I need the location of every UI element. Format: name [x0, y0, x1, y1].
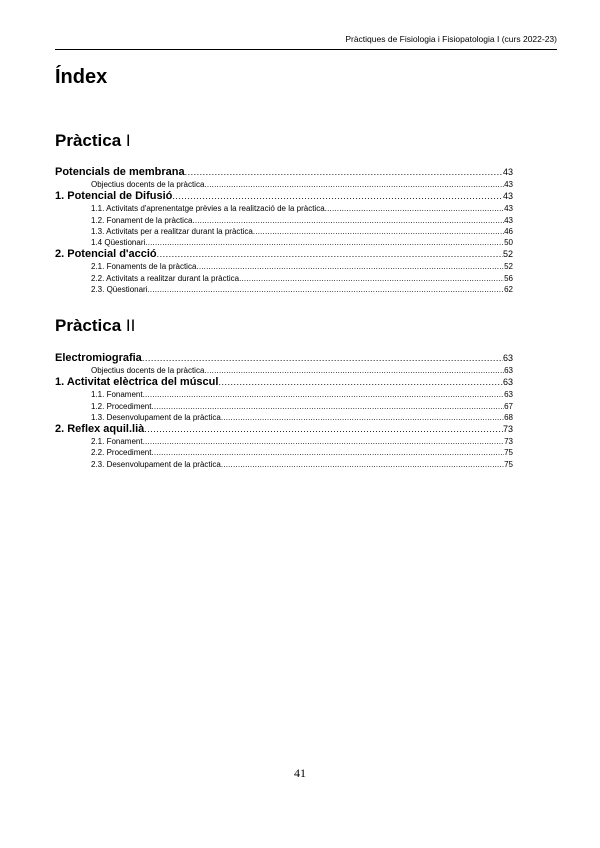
toc-entry-label: 2.2. Activitats a realitzar durant la pràctica: [91, 273, 240, 283]
page-number: 41: [294, 766, 306, 780]
toc-leader-dots: [204, 179, 504, 190]
part-title-1: [55, 131, 131, 151]
part-roman-numeral: I: [125, 131, 131, 150]
toc-entry-label: 2.1. Fonament: [91, 437, 143, 447]
toc-entry-page: 43: [504, 180, 513, 189]
toc-chapter-entry: [55, 166, 513, 179]
toc-entry-page: 52: [502, 249, 513, 260]
toc-entry-label: 1.3. Desenvolupament de la pràctica: [91, 412, 221, 422]
toc-section-entry: [55, 215, 513, 226]
toc-part-1: [55, 166, 513, 295]
toc-leader-dots: [151, 401, 504, 412]
toc-section-entry: [55, 226, 513, 237]
toc-leader-dots: [142, 352, 503, 365]
part-title-text: Pràctica: [55, 316, 122, 335]
toc-leader-dots: [144, 423, 503, 436]
toc-section-entry: [55, 284, 513, 295]
toc-entry-page: 63: [502, 353, 513, 363]
toc-section-entry: [55, 436, 513, 447]
toc-leader-dots: [196, 261, 504, 272]
toc-entry-page: 75: [504, 459, 513, 469]
part-title-text: Pràctica: [55, 131, 122, 150]
toc-section-entry: [55, 447, 513, 458]
toc-entry-label: 2.3. Desenvolupament de la pràctica: [91, 459, 221, 469]
toc-section-entry: [55, 412, 513, 423]
toc-leader-dots: [204, 365, 504, 376]
toc-entry-page: 63: [502, 377, 513, 388]
toc-leader-dots: [253, 226, 504, 237]
toc-entry-page: 56: [504, 273, 513, 283]
toc-chapter-entry: [55, 376, 513, 389]
toc-entry-label: 2.2. Procediment: [91, 448, 152, 458]
toc-entry-label: Objectius docents de la pràctica: [91, 366, 205, 375]
toc-section-entry: [55, 273, 513, 284]
toc-leader-dots: [221, 412, 504, 423]
toc-leader-dots: [221, 459, 504, 470]
toc-leader-dots: [145, 237, 504, 248]
toc-leader-dots: [185, 166, 503, 179]
running-header: Pràctiques de Fisiologia i Fisiopatologia I (curs 2022-23): [345, 34, 557, 44]
part-title-2: [55, 316, 135, 336]
toc-leader-dots: [143, 389, 505, 400]
toc-entry-label: 1.2. Fonament de la pràctica: [91, 215, 193, 225]
toc-entry-label: 2.1. Fonaments de la pràctica: [91, 262, 197, 272]
index-title: Índex: [55, 66, 108, 88]
toc-leader-dots: [325, 203, 504, 214]
header-rule: [55, 49, 557, 50]
toc-leader-dots: [239, 273, 504, 284]
toc-chapter-entry: [55, 248, 513, 261]
toc-leader-dots: [218, 376, 503, 389]
toc-entry-page: 75: [504, 448, 513, 458]
toc-chapter-entry: [55, 352, 513, 365]
toc-entry-label: 1.2. Procediment: [91, 401, 152, 411]
toc-entry-page: 46: [504, 226, 513, 236]
toc-entry-page: 67: [504, 401, 513, 411]
toc-entry-page: 63: [504, 366, 513, 375]
toc-entry-page: 43: [504, 204, 513, 214]
toc-entry-page: 43: [502, 167, 513, 177]
toc-entry-label: Electromiografia: [55, 352, 142, 364]
toc-leader-dots: [157, 248, 503, 261]
toc-entry-label: 1.1. Fonament: [91, 390, 143, 400]
toc-leader-dots: [151, 447, 504, 458]
toc-entry-label: Potencials de membrana: [55, 166, 185, 178]
toc-entry-page: 50: [504, 238, 513, 248]
toc-entry-label: Objectius docents de la pràctica: [91, 180, 205, 189]
toc-entry-label: 2. Reflex aquil.lià: [55, 423, 145, 436]
toc-section-entry: [55, 365, 513, 376]
toc-entry-page: 73: [504, 437, 513, 447]
toc-section-entry: [55, 237, 513, 248]
toc-leader-dots: [192, 215, 504, 226]
toc-entry-label: 1.3. Activitats per a realitzar durant la pràctica: [91, 226, 253, 236]
toc-section-entry: [55, 179, 513, 190]
toc-leader-dots: [172, 190, 503, 203]
toc-entry-label: 1. Activitat elèctrica del múscul: [55, 376, 219, 389]
toc-entry-label: 1. Potencial de Difusió: [55, 190, 173, 203]
toc-entry-page: 73: [502, 424, 513, 435]
toc-entry-label: 2. Potencial d'acció: [55, 248, 157, 261]
toc-entry-label: 2.3. Qüestionari: [91, 285, 148, 295]
toc-entry-page: 52: [504, 262, 513, 272]
toc-chapter-entry: [55, 423, 513, 436]
toc-section-entry: [55, 459, 513, 470]
toc-chapter-entry: [55, 190, 513, 203]
toc-section-entry: [55, 203, 513, 214]
toc-leader-dots: [143, 436, 505, 447]
toc-entry-page: 63: [504, 390, 513, 400]
part-roman-numeral: II: [125, 316, 136, 335]
toc-section-entry: [55, 389, 513, 400]
toc-section-entry: [55, 261, 513, 272]
toc-entry-page: 62: [504, 285, 513, 295]
toc-section-entry: [55, 401, 513, 412]
toc-entry-label: 1.1. Activitats d'aprenentatge prèvies a la realització de la pràctica: [91, 204, 325, 214]
toc-entry-page: 68: [504, 412, 513, 422]
toc-part-2: [55, 352, 513, 470]
toc-leader-dots: [147, 284, 504, 295]
toc-entry-label: 1.4 Qüestionari: [91, 238, 146, 248]
toc-entry-page: 43: [502, 191, 513, 202]
toc-entry-page: 43: [504, 215, 513, 225]
